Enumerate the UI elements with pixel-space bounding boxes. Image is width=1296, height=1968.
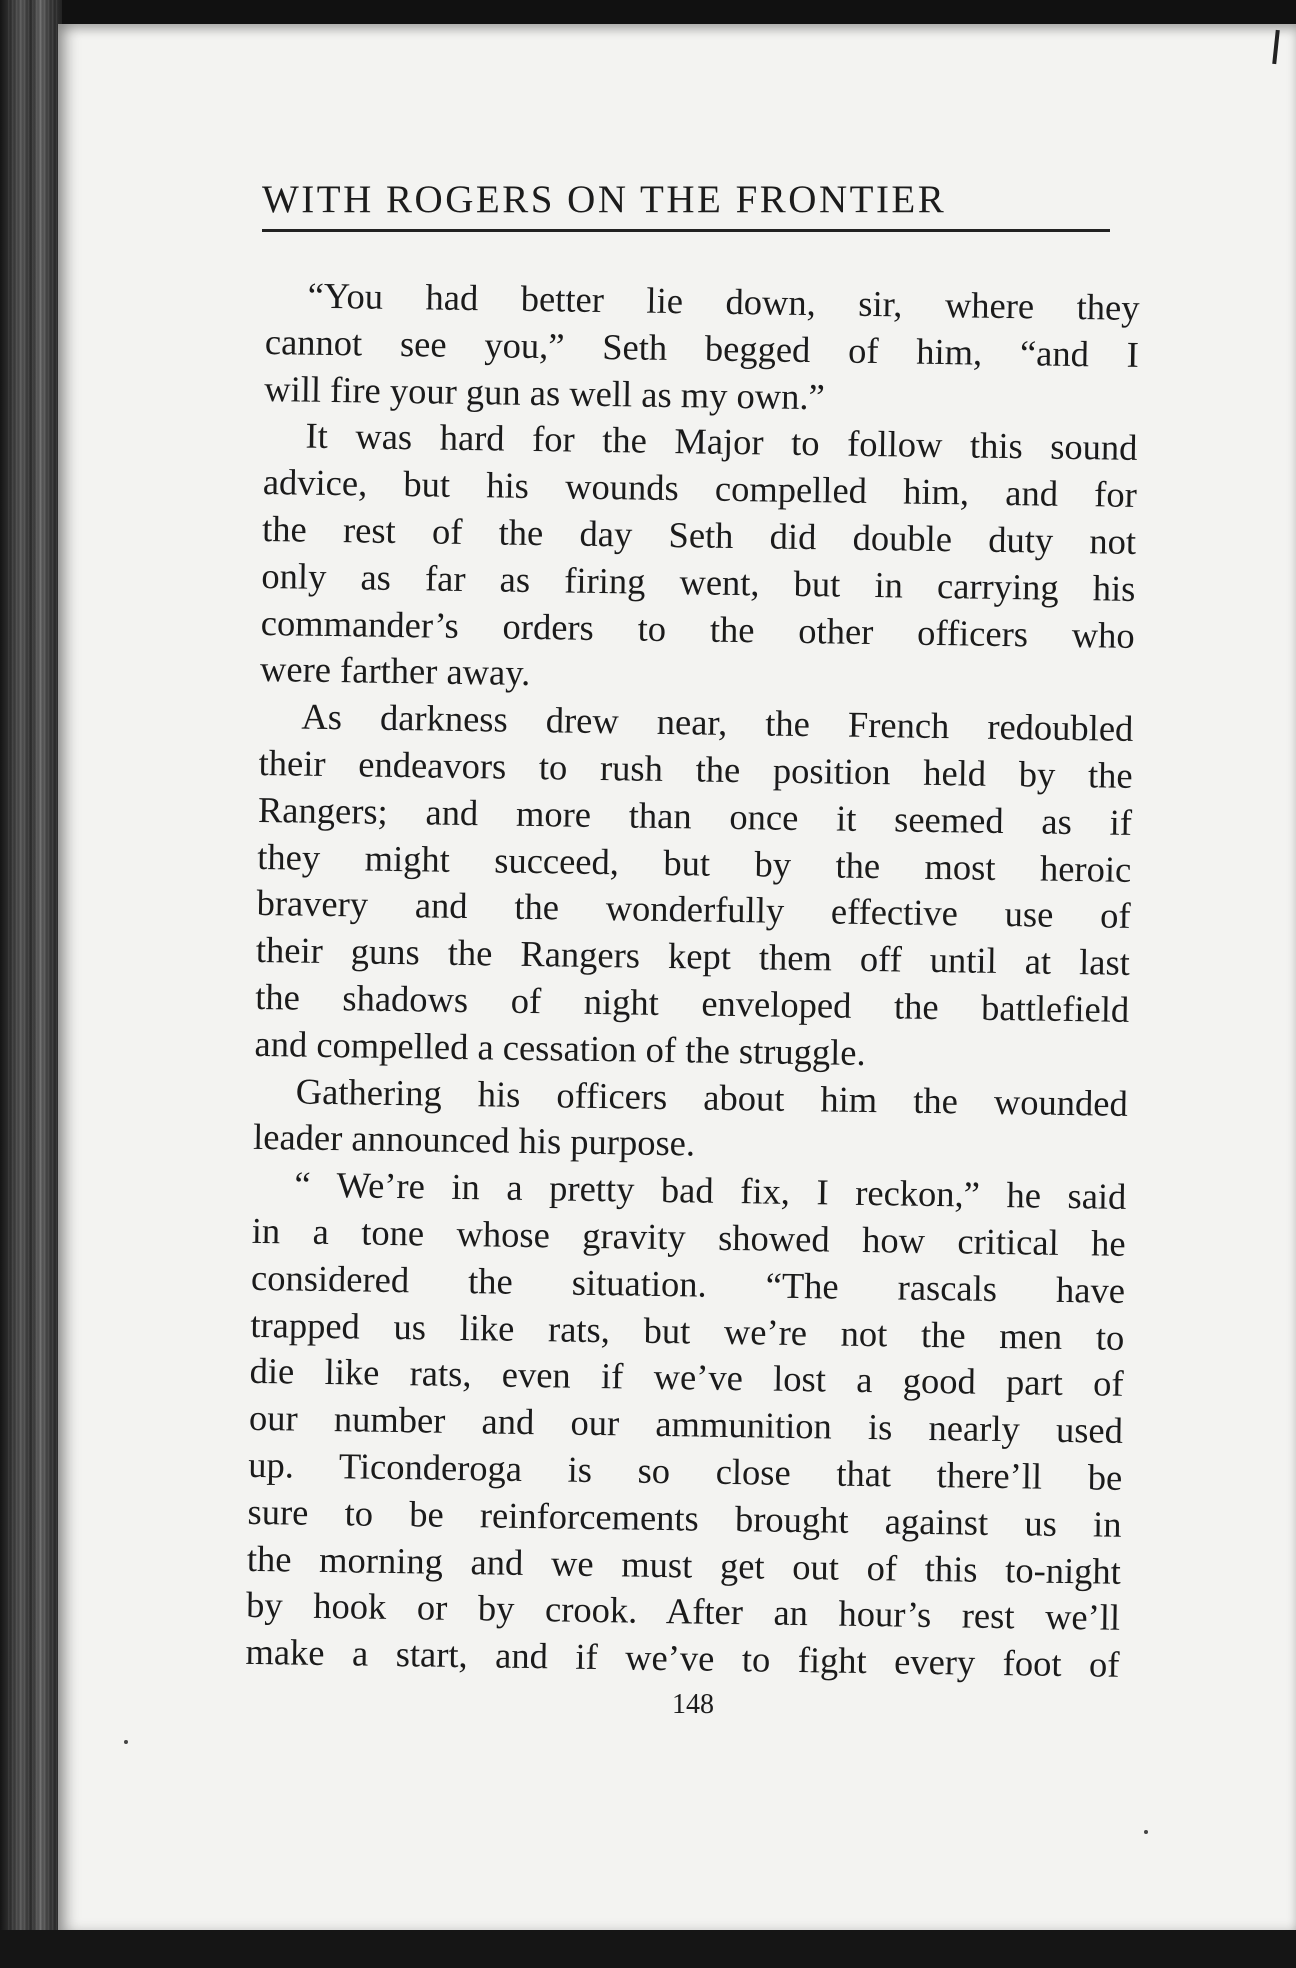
text-line: the rest of the day Seth did double duty not [261,507,1137,562]
running-head: WITH ROGERS ON THE FRONTIER [262,178,947,221]
text-line: make a start, and if we’ve to fight every foot of [245,1630,1120,1685]
text-line: As darkness drew near, the French redoubled [301,695,1134,750]
text-line: Gathering his officers about him the wounded [295,1070,1129,1124]
text-line: the morning and we must get out of this to-night [246,1537,1122,1592]
text-line: up. Ticonderoga is so close that there’ll be [248,1443,1123,1498]
scan-bottom-edge [0,1930,1296,1968]
text-line: “ We’re in a pretty bad fix, I reckon,” he said [294,1163,1127,1218]
text-line: the shadows of night enveloped the battlefield [254,975,1130,1030]
book-spine [0,0,62,1968]
text-line: bravery and the wonderfully effective use of [256,882,1131,937]
body-text [245,272,1140,1695]
page-number: 148 [672,1689,714,1720]
paper-speck [1144,1830,1148,1834]
running-head-rule [262,229,1110,232]
text-line: their guns the Rangers kept them off until at last [255,929,1131,984]
text-line: will fire your gun as well as my own.” [263,367,826,417]
text-line: cannot see you,” Seth begged of him, “and I [264,320,1140,375]
text-line: die like rats, even if we’ve lost a good part of [249,1350,1124,1405]
text-line: Rangers; and more than once it seemed as if [257,788,1133,843]
text-line: trapped us like rats, but we’re not the men to [250,1303,1125,1358]
text-line: by hook or by crook. After an hour’s rest we’ll [245,1584,1121,1639]
text-line: commander’s orders to the other officers who [260,601,1136,656]
text-line: their endeavors to rush the position held by the [258,741,1133,796]
text-line: and compelled a cessation of the struggle. [254,1022,866,1073]
text-line: advice, but his wounds compelled him, and for [262,461,1138,516]
text-line: only as far as firing went, but in carrying his [261,554,1136,609]
text-line: “You had better lie down, sir, where they [307,274,1140,328]
text-line: sure to be reinforcements brought against us in [247,1490,1122,1545]
text-line: leader announced his purpose. [252,1116,696,1164]
spine-texture [8,0,58,1968]
text-line: It was hard for the Major to follow this sound [305,414,1138,469]
text-line: were farther away. [259,648,531,694]
text-line: they might succeed, but by the most heroic [257,835,1132,890]
paper-speck [124,1740,128,1744]
text-line: considered the situation. “The rascals have [250,1256,1126,1311]
scan-top-edge [0,0,1296,26]
text-line: our number and our ammunition is nearly used [248,1397,1124,1451]
text-line: in a tone whose gravity showed how critical he [251,1209,1126,1264]
